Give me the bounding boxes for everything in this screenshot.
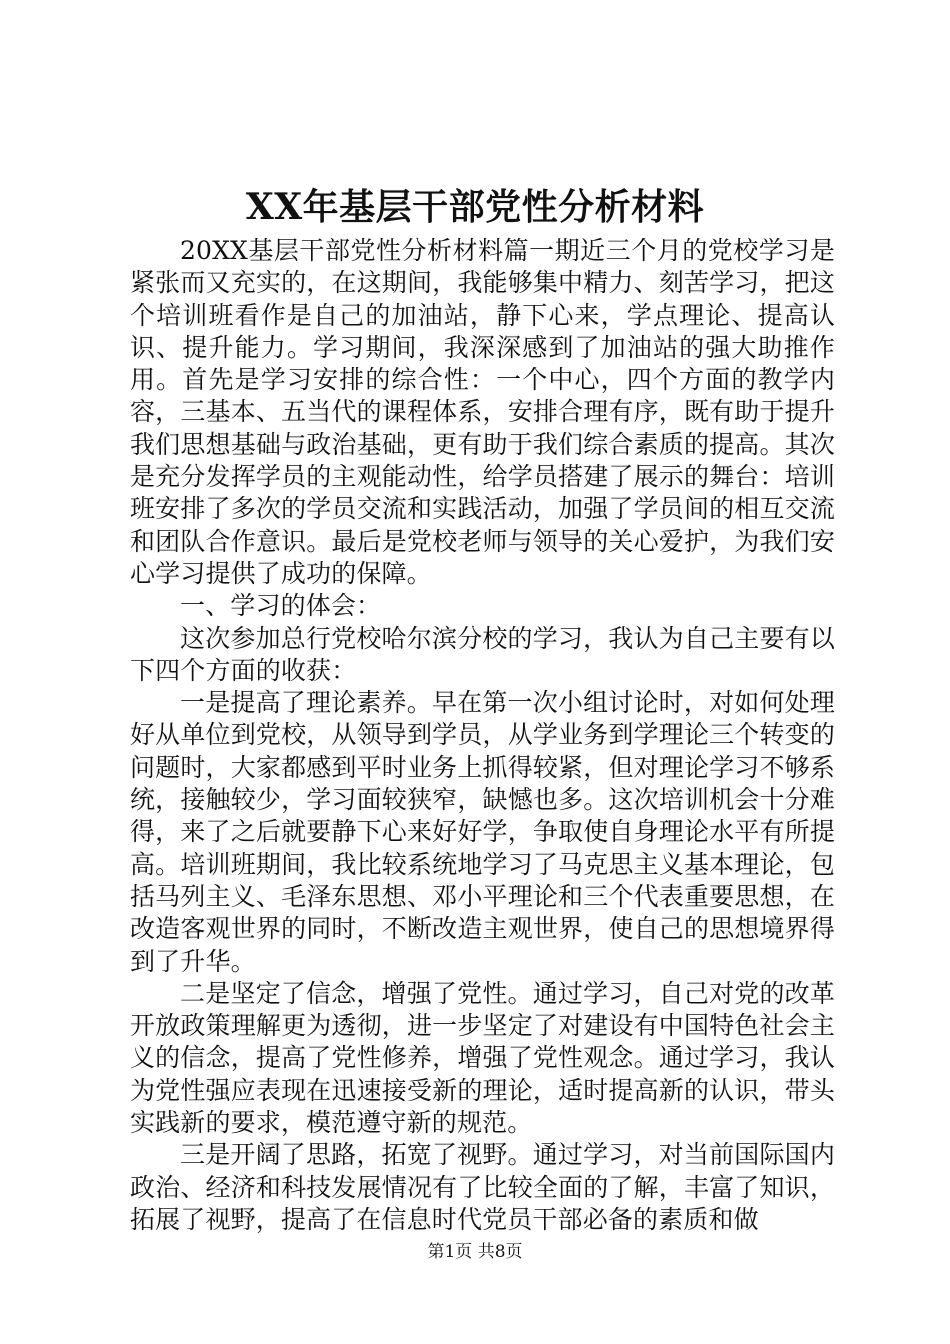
section-heading-learning: 一、学习的体会： xyxy=(180,591,382,621)
document-title: XX年基层干部党性分析材料 xyxy=(245,186,705,228)
paragraph-intro: 20XX基层干部党性分析材料篇一期近三个月的党校学习是紧张而又充实的，在这期间，我能够集中精力、刻苦学习，把这个培训班看作是自己的加油站，静下心来，学点理论、提高认识、提升能力。学习期间，我深深感到了加油站的强大助推作用。首先是学习安排的综合性：一个中心，四个方面的教学内容，三基本、五当代的课程体系，安排合理有序，既有助于提升我们思想基础与政治基础，更有助于我们综合素质的提高。其次是充分发挥学员的主观能动性，给学员搭建了展示的舞台：培训班安排了多次的学员交流和实践活动，加强了学员间的相互交流和团队合作意识。最后是党校老师与领导的关心爱护，为我们安心学习提供了成功的保障。 xyxy=(130,236,835,588)
paragraph-vision: 三是开阔了思路，拓宽了视野。通过学习，对当前国际国内政治、经济和科技发展情况有了比较全面的了解，丰富了知识，拓展了视野，提高了在信息时代党员干部必备的素质和做 xyxy=(130,1140,835,1234)
paragraph-belief: 二是坚定了信念，增强了党性。通过学习，自己对党的改革开放政策理解更为透彻，进一步坚定了对建设有中国特色社会主义的信念，提高了党性修养，增强了党性观念。通过学习，我认为党性强应表现在迅速接受新的理论，适时提高新的认识，带头实践新的要求，模范遵守新的规范。 xyxy=(130,978,835,1138)
paragraph-theory: 一是提高了理论素养。早在第一次小组讨论时，对如何处理好从单位到党校，从领导到学员，从学业务到学理论三个转变的问题时，大家都感到平时业务上抓得较紧，但对理论学习不够系统，接触较少，学习面较狭窄，缺憾也多。这次培训机会十分难得，来了之后就要静下心来好好学，争取使自身理论水平有所提高。培训班期间，我比较系统地学习了马克思主义基本理论，包括马列主义、毛泽东思想、邓小平理论和三个代表重要思想，在改造客观世界的同时，不断改造主观世界，使自己的思想境界得到了升华。 xyxy=(130,688,835,976)
document-body xyxy=(130,235,835,1236)
paragraph-gains-intro: 这次参加总行党校哈尔滨分校的学习，我认为自己主要有以下四个方面的收获： xyxy=(130,623,835,685)
page-number-footer: 第1页 共8页 xyxy=(427,1242,523,1262)
